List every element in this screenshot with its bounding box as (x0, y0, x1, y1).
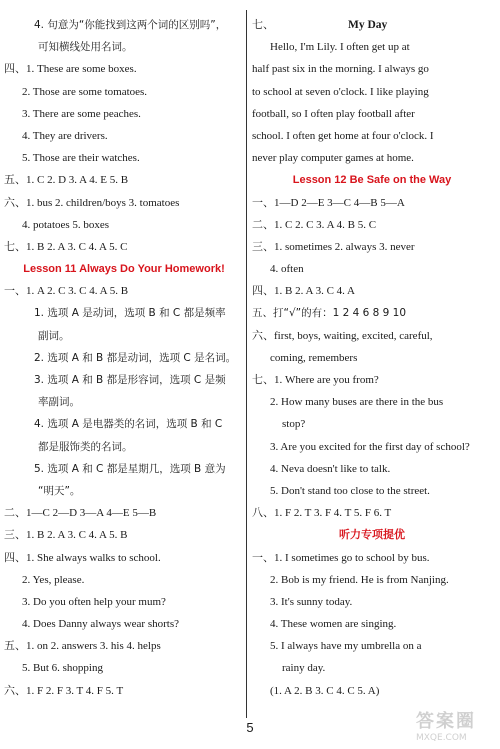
left-line-text: 3. 选项 A 和 B 都是形容词，选项 C 是频 (34, 374, 226, 386)
right-line (252, 502, 492, 524)
right-line (252, 369, 492, 391)
right-line-text: to school at seven o'clock. I like playing (252, 85, 429, 98)
left-line (4, 36, 244, 58)
right-line (252, 58, 492, 80)
right-line-text: (1. A 2. B 3. C 4. C 5. A) (270, 684, 380, 697)
right-line (252, 524, 492, 546)
right-line (252, 280, 492, 302)
right-line-text: 2. How many buses are there in the bus (270, 396, 444, 409)
right-line (252, 591, 492, 613)
right-line-text: 五、打“√”的有：1 2 4 6 8 9 10 (252, 307, 407, 320)
right-line (252, 613, 492, 635)
right-line-text: 4. These women are singing. (270, 618, 397, 631)
right-line (252, 36, 492, 58)
right-line (252, 103, 492, 125)
left-line-text: 都是服饰类的名词。 (38, 440, 133, 453)
left-line-text: 四、1. She always walks to school. (4, 551, 161, 564)
left-line (4, 125, 244, 147)
left-line-text: 3. Do you often help your mum? (22, 595, 166, 608)
left-line-text: 2. 选项 A 和 B 都是动词，选项 C 是名词。 (34, 351, 237, 364)
left-line-text: Lesson 11 Always Do Your Homework! (23, 263, 225, 276)
left-line-text: 5. Those are their watches. (22, 152, 140, 165)
right-line-text: 八、1. F 2. T 3. F 4. T 5. F 6. T (252, 507, 392, 520)
right-line-text: Hello, I'm Lily. I often get up at (270, 41, 410, 54)
right-line (252, 458, 492, 480)
right-line-text: football, so I often play football after (252, 107, 415, 120)
left-line-text: “明天”。 (38, 484, 81, 497)
right-line-text: 一、1. I sometimes go to school by bus. (252, 551, 430, 564)
left-line-text: 4. They are drivers. (22, 129, 108, 142)
watermark-url: MXQE.COM (416, 733, 467, 743)
left-line-text: 2. Those are some tomatoes. (22, 85, 148, 98)
right-line-text: school. I often get home at four o'clock. I (252, 129, 434, 142)
passage-title: My Day (348, 19, 388, 31)
left-line (4, 214, 244, 236)
right-line (252, 657, 492, 679)
left-line (4, 258, 244, 280)
left-line-text: 六、1. F 2. F 3. T 4. F 5. T (4, 684, 124, 697)
left-line (4, 413, 244, 435)
left-line (4, 480, 244, 502)
right-line (252, 302, 492, 324)
right-line-text: coming, remembers (270, 351, 358, 364)
right-line (252, 214, 492, 236)
column-divider (246, 10, 247, 718)
left-line (4, 436, 244, 458)
left-line (4, 347, 244, 369)
left-line-text: 五、1. on 2. answers 3. his 4. helps (4, 640, 161, 653)
left-line-text: 率副词。 (38, 396, 80, 409)
left-line-text: 可知横线处用名词。 (38, 41, 133, 54)
left-line (4, 391, 244, 413)
right-line (252, 325, 492, 347)
left-line-text: 2. Yes, please. (22, 573, 85, 586)
right-line-text: 三、1. sometimes 2. always 3. never (252, 240, 415, 253)
right-line-text: 一、1—D 2—E 3—C 4—B 5—A (252, 196, 405, 209)
left-line (4, 302, 244, 324)
right-line (252, 547, 492, 569)
right-line (252, 413, 492, 435)
watermark-text: 答案圈 (416, 711, 476, 732)
right-line (252, 391, 492, 413)
right-line-text: rainy day. (282, 662, 326, 675)
right-line-text: half past six in the morning. I always go (252, 63, 429, 76)
right-line (252, 347, 492, 369)
left-line-text: 4. 句意为“你能找到这两个词的区别吗”， (34, 19, 227, 31)
left-line (4, 635, 244, 657)
left-line (4, 369, 244, 391)
left-line-text: 5. But 6. shopping (22, 662, 103, 675)
left-line (4, 591, 244, 613)
left-line-text: 5. 选项 A 和 C 都是星期几，选项 B 意为 (34, 462, 226, 475)
left-line-text: 1. 选项 A 是动词，选项 B 和 C 都是频率 (34, 307, 226, 320)
right-line-text: 听力专项提优 (339, 529, 405, 542)
right-line-text: 六、first, boys, waiting, excited, careful, (252, 329, 433, 342)
right-line (252, 635, 492, 657)
left-line (4, 236, 244, 258)
left-line (4, 169, 244, 191)
right-line (252, 147, 492, 169)
left-line (4, 147, 244, 169)
left-line-text: 六、1. bus 2. children/boys 3. tomatoes (4, 196, 180, 209)
left-line-text: 三、1. B 2. A 3. C 4. A 5. B (4, 529, 128, 542)
left-line-text: 3. There are some peaches. (22, 107, 141, 120)
left-line-text: 五、1. C 2. D 3. A 4. E 5. B (4, 174, 129, 187)
right-line-text: 七、1. Where are you from? (252, 374, 379, 386)
right-line-text: 二、1. C 2. C 3. A 4. B 5. C (252, 218, 377, 231)
left-line-text: 四、1. These are some boxes. (4, 63, 137, 76)
left-line-text: 4. potatoes 5. boxes (22, 218, 110, 231)
right-line-text: never play computer games at home. (252, 152, 414, 165)
right-line-text: 3. It's sunny today. (270, 595, 353, 608)
right-line-text: 5. I always have my umbrella on a (270, 640, 422, 653)
left-line (4, 680, 244, 702)
right-line (252, 436, 492, 458)
left-line (4, 502, 244, 524)
right-line (252, 236, 492, 258)
right-line (252, 81, 492, 103)
left-line (4, 547, 244, 569)
left-line (4, 103, 244, 125)
left-line (4, 524, 244, 546)
left-line-text: 4. Does Danny always wear shorts? (22, 618, 180, 631)
right-line (252, 169, 492, 191)
left-line (4, 81, 244, 103)
right-line-text: 5. Don't stand too close to the street. (270, 484, 430, 497)
left-line (4, 58, 244, 80)
left-line-text: 4. 选项 A 是电器类的名词，选项 B 和 C (34, 418, 223, 431)
left-line-text: 二、1—C 2—D 3—A 4—E 5—B (4, 507, 157, 520)
right-line (252, 480, 492, 502)
right-line (252, 680, 492, 702)
right-line-text: 2. Bob is my friend. He is from Nanjing. (270, 573, 449, 586)
watermark-logo (416, 707, 494, 745)
left-line (4, 14, 244, 36)
right-line-text: 4. Neva doesn't like to talk. (270, 462, 391, 475)
right-line (252, 125, 492, 147)
right-line-text: Lesson 12 Be Safe on the Way (292, 174, 452, 187)
left-line (4, 192, 244, 214)
left-line (4, 657, 244, 679)
left-line-text: 七、1. B 2. A 3. C 4. A 5. C (4, 240, 128, 253)
left-line (4, 458, 244, 480)
left-line-text: 一、1. A 2. C 3. C 4. A 5. B (4, 285, 129, 298)
left-line (4, 613, 244, 635)
left-line (4, 280, 244, 302)
page-number: 5 (246, 720, 254, 735)
right-line (252, 14, 492, 36)
right-line-text: stop? (282, 418, 306, 431)
right-line-text: 四、1. B 2. A 3. C 4. A (252, 285, 355, 298)
right-line (252, 258, 492, 280)
left-line (4, 569, 244, 591)
left-line (4, 325, 244, 347)
left-line-text: 副词。 (38, 329, 70, 342)
right-line-text: 4. often (270, 263, 304, 276)
right-line (252, 192, 492, 214)
right-line-text: 七、 (252, 19, 274, 31)
right-line (252, 569, 492, 591)
right-line-text: 3. Are you excited for the first day of school? (270, 440, 470, 453)
right-column (252, 14, 492, 702)
left-column (4, 14, 244, 702)
